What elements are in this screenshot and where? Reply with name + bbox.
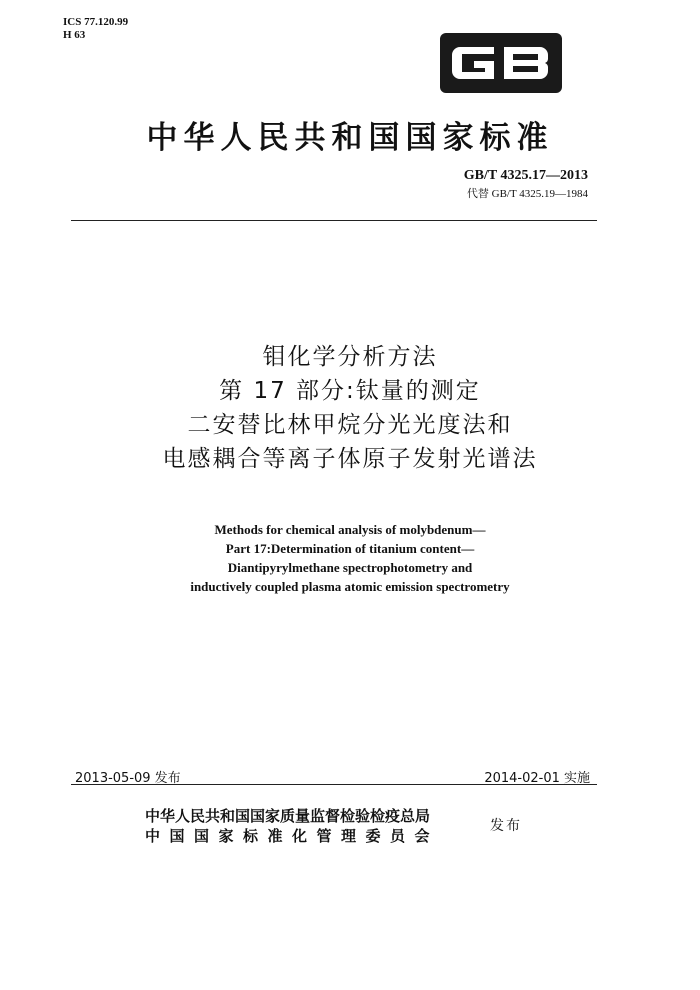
chinese-title [70, 340, 630, 476]
classification-codes [63, 16, 128, 42]
standard-category-title: 中华人民共和国国家标准 [146, 120, 554, 156]
chinese-title-line-3: 二安替比林甲烷分光光度法和 [187, 412, 513, 438]
chinese-title-line-1: 钼化学分析方法 [262, 344, 438, 370]
issuing-authorities [145, 806, 439, 846]
english-title-line-2: Part 17:Determination of titanium content— [225, 541, 475, 556]
bottom-divider [71, 784, 597, 785]
replaces-standard: 代替 GB/T 4325.19—1984 [466, 188, 588, 200]
publish-label: 发布 [490, 818, 522, 834]
standard-number: GB/T 4325.17—2013 [463, 168, 588, 183]
english-title-line-4: inductively coupled plasma atomic emission spectrometry [190, 579, 510, 594]
english-title-line-3: Diantipyrylmethane spectrophotometry and [227, 560, 473, 575]
issuer-sac: 中国国家标准化管理委员会 [145, 827, 440, 845]
implementation-date: 2014-02-01 实施 [484, 771, 590, 786]
chinese-title-line-2: 第 17 部分:钛量的测定 [219, 378, 481, 404]
issue-date: 2013-05-09 发布 [75, 771, 181, 786]
english-title-line-1: Methods for chemical analysis of molybdenum— [214, 522, 486, 537]
chinese-title-line-4: 电感耦合等离子体原子发射光谱法 [162, 446, 538, 472]
standard-number-block [464, 168, 588, 201]
top-divider [71, 220, 597, 221]
ccs-code: H 63 [63, 29, 86, 41]
issuer-aqsiq: 中华人民共和国国家质量监督检验检疫总局 [145, 807, 431, 825]
gb-logo [440, 33, 562, 93]
english-title [70, 520, 630, 596]
ics-code: ICS 77.120.99 [63, 16, 129, 28]
